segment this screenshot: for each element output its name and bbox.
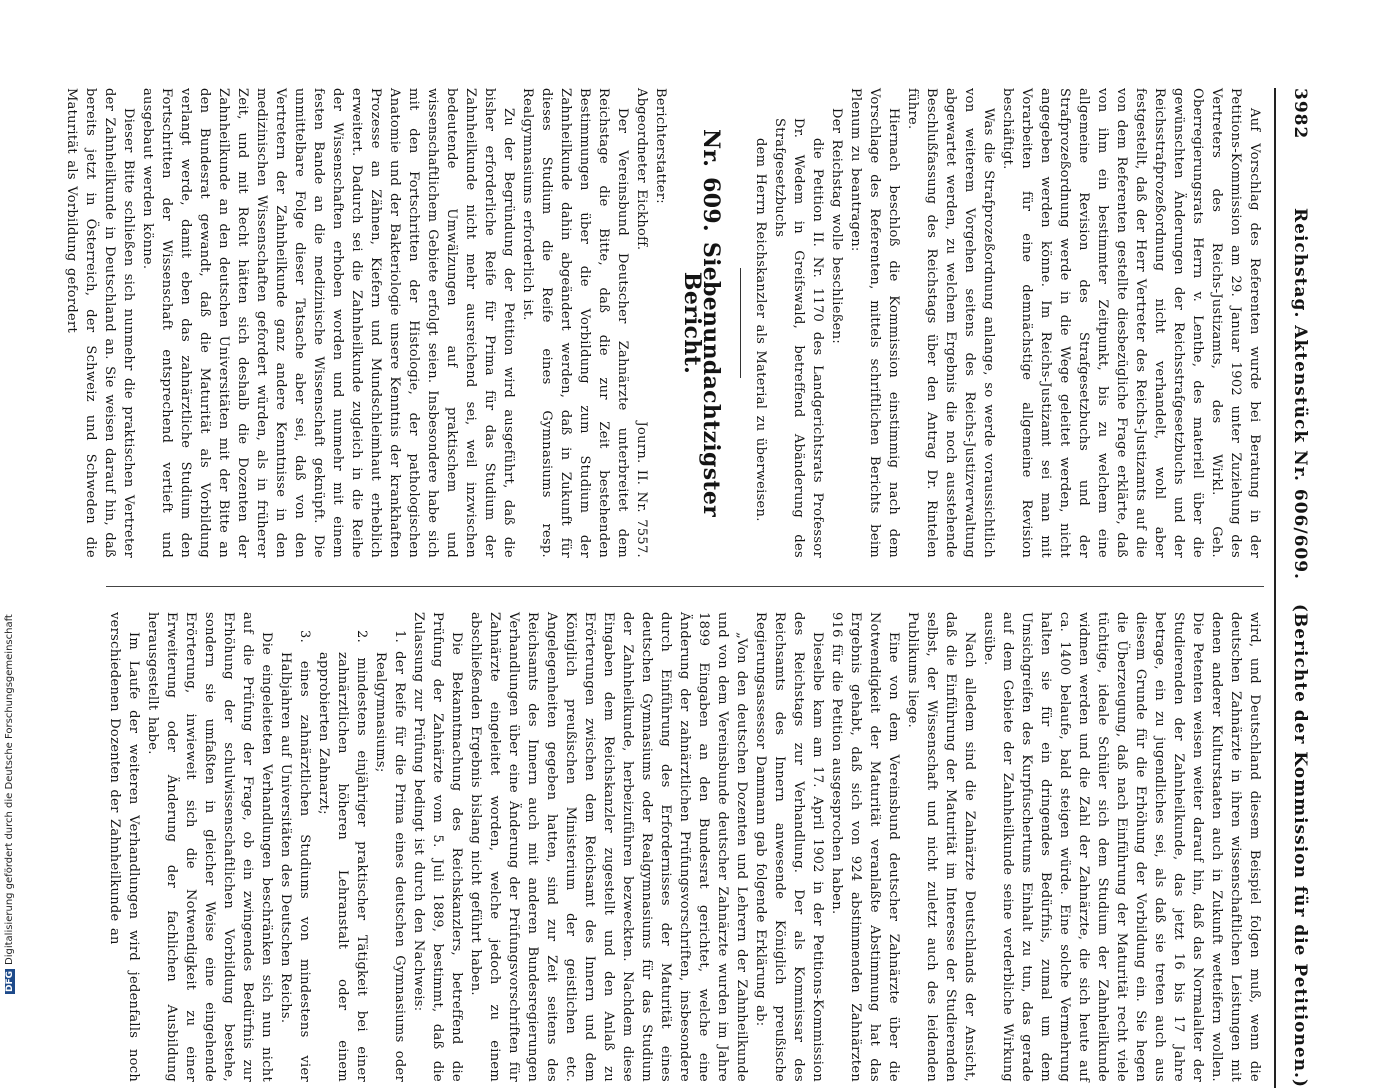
paragraph: Eine von dem Vereinsbund deutscher Zahnärzte über die Notwendigkeit der Maturität veranlaßte Abstimmung hat das Ergebnis gehabt, daß sich von 924 abstimmenden Zahnärzten 916 für die Petition ausgesprochen haben. [829, 612, 901, 1082]
paragraph: Dieser Bitte schließen sich nunmehr die praktischen Vertreter der Zahnheilkunde in Deutschland an. Sie weisen darauf hin, daß bereits jetzt in Österreich, der Schweiz und Schweden die Maturität als Vorbildung gefordert [64, 88, 136, 558]
page-number: 3982 [1290, 88, 1310, 140]
paragraph: Die eingeleiteten Verhandlungen beschränken sich nun nicht auf die Prüfung der Frage, ob ein zwingendes Bedürfnis zur Erhöhung der schulwissenschaftlichen Vorbildung bestehe, sondern sie umfaßten in gleicher Weise eine eingehende Erörterung, inwieweit sich die Notwendigkeit zu einer Erweiterung oder Änderung der fachlichen Ausbildung herausgestellt habe. [145, 612, 274, 1082]
report-title: Nr. 609. Siebenundachtzigster Bericht. [679, 128, 724, 518]
list-item: 1. der Reife für die Prima eines deutschen Gymnasiums oder Realgymnasiums; [373, 630, 407, 1082]
header-middle: Reichstag. Aktenstück Nr. 606/609. [1290, 208, 1310, 580]
paragraph: Zu der Begründung der Petition wird ausgeführt, daß die bisher erforderliche Reife für Prima für das Studium der Zahnheilkunde nicht mehr ausreichend sei, weil inzwischen bedeutende Umwälzungen auf praktischem und wissenschaftlichem Gebiete erfolgt seien. Insbesondere habe sich mit den Fortschritten der Histologie, der pathologischen Anatomie und der Bakteriologie unsere Kenntnis der krankhaften Prozesse an Zähnen, Kiefern und Mundschleimhaut erheblich erweitert. Dadurch sei die Zahnheilkunde zugleich in die Reihe der Wissenschaften erhoben worden und nunmehr mit einem festen Bande an die medizinische Wissenschaft geknüpft. Die unmittelbare Folge dieser Tatsache aber sei, daß von den Vertretern der Zahnheilkunde ganz andere Kenntnisse in den medizinischen Wissenschaften gefordert würden, als in früherer Zeit, und mit Recht hätten sich deshalb die Dozenten der Zahnheilkunde an den deutschen Universitäten mit der Bitte an den Bundesrat gewandt, daß die Maturität als Vorbildung verlangt werde, damit eben das zahnärztliche Studium den Fortschritten der Wissenschaft entsprechend vertieft und ausgebaut werden könne. [140, 88, 516, 558]
paragraph: dem Herrn Reichskanzler als Material zu überweisen. [753, 138, 768, 522]
paragraph: Was die Strafprozeßordnung anlange, so werde voraussichtlich von weiterem Vorgehen seitens des Reichs-Justizverwaltung abgewartet werden, zu welchem Ergebnis die noch ausstehende Beschlußfassung des Reichstags über den Antrag Dr. Rintelen führe. [905, 88, 996, 558]
paragraph: die Petition II. Nr. 1170 des Landgerichtsrats Professor Dr. Wedem in Greifswald, betreffend Abänderung des Strafgesetzbuchs [772, 118, 825, 558]
paragraph: Der Vereinsbund Deutscher Zahnärzte unterbreitet dem Reichstage die Bitte, daß die zur Zeit bestehenden Bestimmungen über die Vorbildung zum Studium der Zahnheilkunde dahin abgeändert werden, daß in Zukunft für dieses Studium die Reife eines Gymnasiums resp. Realgymnasiums erforderlich ist. [520, 88, 630, 558]
paragraph: Nach alledem sind die Zahnärzte Deutschlands der Ansicht, daß die Einführung der Maturität im Interesse der Studierenden selbst, der Wissenschaft und nicht zuletzt auch des leidenden Publikums liege. [905, 612, 977, 1082]
section-rule [740, 268, 741, 378]
dfg-logo: DFG [5, 970, 15, 992]
paragraph: Hiernach beschloß die Kommission einstimmig nach dem Vorschlage des Referenten, mittels schriftlichen Berichts beim Plenum zu beantragen: [848, 88, 901, 558]
paragraph: „Von den deutschen Dozenten und Lehrern der Zahnheilkunde und von dem Vereinsbunde deutscher Zahnärzte wurden im Jahre 1899 Eingaben an den Bundesrat gerichtet, welche eine Änderung der zahnärztlichen Prüfungsvorschriften, insbesondere durch Einführung des Erfordernisses der Maturität eines deutschen Gymnasiums oder Realgymnasiums für das Studium der Zahnheilkunde, herbeizuführen bezweckten. Nachdem diese Eingaben dem Reichskanzler zugestellt und den Anlaß zu Erörterungen zwischen dem Reichsamt des Innern und dem Königlich preußischen Ministerium der geistlichen etc. Angelegenheiten gegeben hatten, sind zur Zeit seitens des Reichsamts des Innern auch mit anderen Bundesregierungen Verhandlungen über eine Änderung der Prüfungsvorschriften für Zahnärzte eingeleitet worden, welche jedoch zu einem abschließenden Ergebnis bislang nicht geführt haben. [468, 612, 749, 1082]
list-item: 2. mindestens einjähriger praktischer Tätigkeit bei einer zahnärztlichen höheren Lehranstalt oder einem approbierten Zahnarzt; [316, 630, 369, 1082]
paragraph: Dieselbe kam am 17. April 1902 in der Petitions-Kommission des Reichstags zur Verhandlung. Der als Kommissar des Reichsamts des Innern anwesende Königlich preußische Regierungsassessor Dammann gab folgende Erklärung ab: [753, 612, 825, 1082]
header-rule [1274, 88, 1276, 1088]
paragraph: Die Bekanntmachung des Reichskanzlers, betreffend die Prüfung der Zahnärzte vom 5. Juli 1889, bestimmt, daß die Zulassung zur Prüfung bedingt ist durch den Nachweis: [411, 612, 464, 1082]
paragraph: Im Laufe der weiteren Verhandlungen wird jedenfalls noch verschiedenen Dozenten der Zahnheilkunde an [107, 612, 141, 1082]
reporter-label: Berichterstatter: [653, 88, 668, 204]
rotated-document-page [64, 88, 1316, 1088]
journal-number: Journ. II. Nr. 7557. [634, 421, 649, 558]
list-item: 3. eines zahnärztlichen Studiums von mindestens vier Halbjahren auf Universitäten des Deutschen Reichs. [278, 630, 312, 1082]
footer-credit [4, 374, 20, 994]
header-right: (Berichte der Kommission für die Petitionen.) [1290, 603, 1310, 1088]
requirements-list [276, 612, 409, 1082]
paragraph: Auf Vorschlag des Referenten wurde bei Beratung in der Petitions-Kommission am 29. Januar 1902 unter Zuziehung des Vertreters des Reichs-Justizamts, des Wirkl. Geh. Oberregierungsrats Herrn v. Lenthe, des materiell über die gewünschten Änderungen der Reichsstrafgesetzbuchs und der Reichsstrafprozeßordnung nicht verhandelt, wohl aber festgestellt, daß der Herr Vertreter des Reichs-Justizamts auf die von dem Referenten gestellte diesbezügliche Frage erklärte, daß von ihm ein bestimmter Zeitpunkt, bis zu welchem eine allgemeine Revision des Strafgesetzbuchs und der Strafprozeßordnung werde in die Wege geleitet werden, nicht angegeben werden könne. Im Reichs-Justizamt sei man mit Vorarbeiten für eine demnächstige allgemeine Revision beschäftigt. [1000, 88, 1262, 558]
reporter-line [632, 88, 651, 558]
column-divider [106, 586, 1264, 587]
paragraph: Der Reichstag wolle beschließen: [829, 108, 844, 345]
paragraph: wird, und Deutschland diesem Beispiel folgen muß, wenn die deutschen Zahnärzte in ihren wissenschaftlichen Leistungen mit denen anderer Kulturstaaten auch in Zukunft wetteifern wollen. Die Petenten weisen weiter darauf hin, daß das Normalalter der Studierenden der Zahnheilkunde, das jetzt 16 bis 17 Jahre betrage, ein zu jugendliches sei, als daß sie treten auch aus diesem Grunde für die Erhöhung der Vorbildung ein. Sie hegen die Überzeugung, daß nach Einführung der Maturität recht viele tüchtige, ideale Schüler sich dem Studium der Zahnheilkunde widmen werden und die Zahl der Zahnärzte, die sich heute auf ca. 1400 belaufe, bald steigen würde. Eine solche Vermehrung halten sie für ein dringendes Bedürfnis, zumal um dem Umsichgreifen des Kurpfuschertums Einhalt zu tun, das gerade auf dem Gebiete der Zahnheilkunde seine verderbliche Wirkung ausübe. [981, 612, 1262, 1082]
page-header [1276, 88, 1316, 1088]
right-column [105, 612, 1264, 1082]
footer-text: Digitalisierung gefördert durch die Deutsche Forschungsgemeinschaft [4, 614, 15, 965]
reporter-name: Abgeordneter Eickhoff. [634, 88, 649, 251]
left-column [62, 88, 1264, 558]
